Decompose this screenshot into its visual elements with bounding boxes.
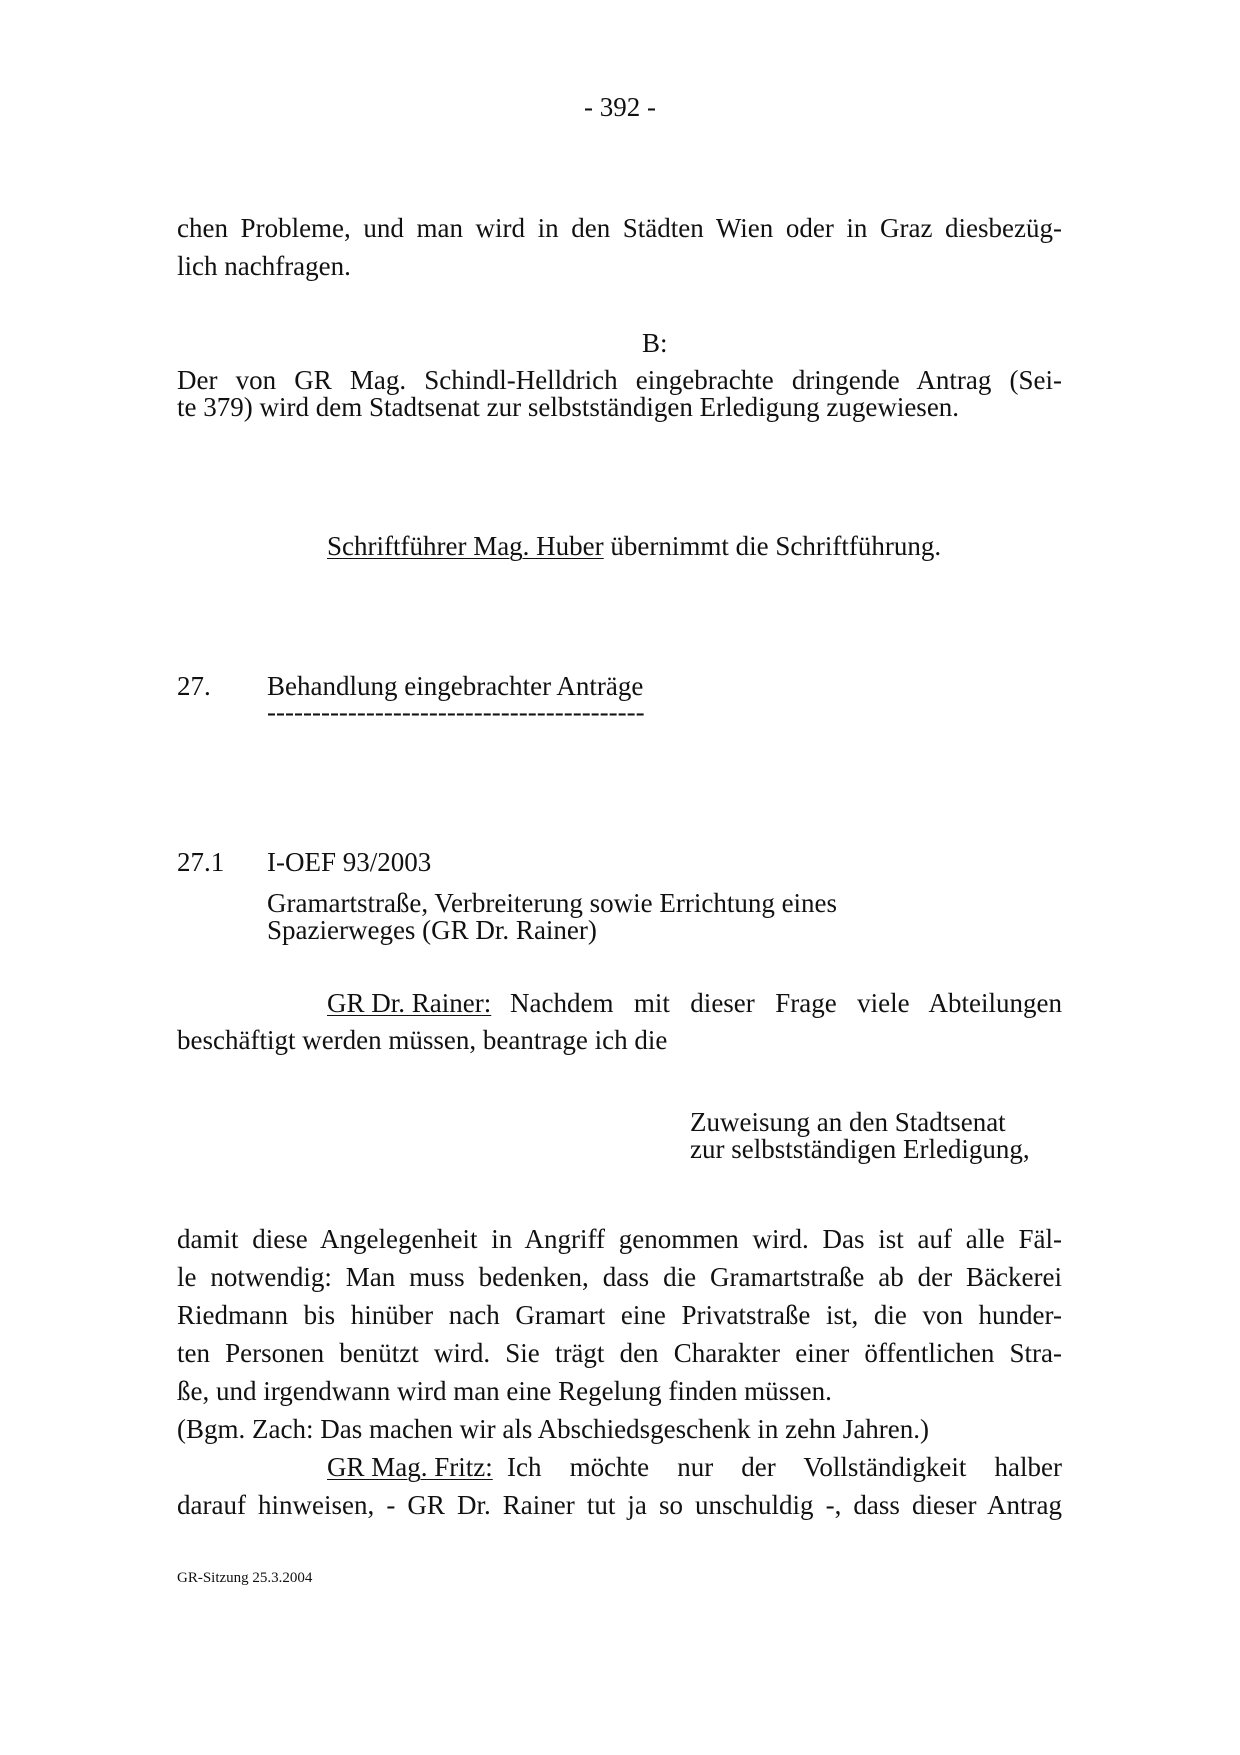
notice-text: übernimmt die Schriftführung. [603,531,942,561]
speech-line: beschäftigt werden müssen, beantrage ich die [177,1025,668,1055]
intro-line: lich nachfragen. [177,251,351,281]
paragraph-line: ten Personen benützt wird. Sie trägt den Charakter einer öffentlichen Stra- [177,1338,1062,1368]
section-b-text-line: Der von GR Mag. Schindl-Helldrich eingebrachte dringende Antrag (Sei- [177,365,1062,395]
footer: GR-Sitzung 25.3.2004 [177,1570,313,1586]
motion-line: zur selbstständigen Erledigung, [690,1134,1030,1164]
speaker-name: GR Dr. Rainer: [327,988,492,1018]
interjection: (Bgm. Zach: Das machen wir als Abschiedsgeschenk in zehn Jahren.) [177,1414,930,1444]
section-b-text-line: te 379) wird dem Stadtsenat zur selbstständigen Erledigung zugewiesen. [177,392,960,422]
agenda-title-underline: ------------------------------------------ [267,697,645,727]
notice-speaker: Schriftführer Mag. Huber [327,531,604,561]
speech-text: Nachdem mit dieser Frage viele Abteilungen [510,988,1062,1018]
paragraph-line: ße, und irgendwann wird man eine Regelung finden müssen. [177,1376,832,1406]
speech-line: darauf hinweisen, - GR Dr. Rainer tut ja so unschuldig -, dass dieser Antrag [177,1490,1062,1520]
speech-text: Ich möchte nur der Vollständigkeit halber [507,1452,1062,1482]
paragraph-line: le notwendig: Man muss bedenken, dass die Gramartstraße ab der Bäckerei [177,1262,1062,1292]
notice [327,527,941,565]
section-b-label: B: [642,328,668,358]
speaker-name: GR Mag. Fritz: [327,1452,493,1482]
paragraph-line: Riedmann bis hinüber nach Gramart eine Privatstraße ist, die von hunder- [177,1300,1062,1330]
page-number: - 392 - [584,92,656,122]
item-number: 27.1 [177,847,225,877]
item-subject-line: Gramartstraße, Verbreiterung sowie Errichtung eines [267,888,838,918]
intro-line: chen Probleme, und man wird in den Städten Wien oder in Graz diesbezüg- [177,213,1062,243]
speech-line [327,984,1062,1022]
speech-line [327,1448,1062,1486]
agenda-number: 27. [177,671,211,701]
agenda-title: Behandlung eingebrachter Anträge [267,671,644,701]
item-subject-line: Spazierweges (GR Dr. Rainer) [267,915,597,945]
item-code: I-OEF 93/2003 [267,847,432,877]
paragraph-line: damit diese Angelegenheit in Angriff genommen wird. Das ist auf alle Fäl- [177,1224,1062,1254]
motion-line: Zuweisung an den Stadtsenat [690,1107,1006,1137]
